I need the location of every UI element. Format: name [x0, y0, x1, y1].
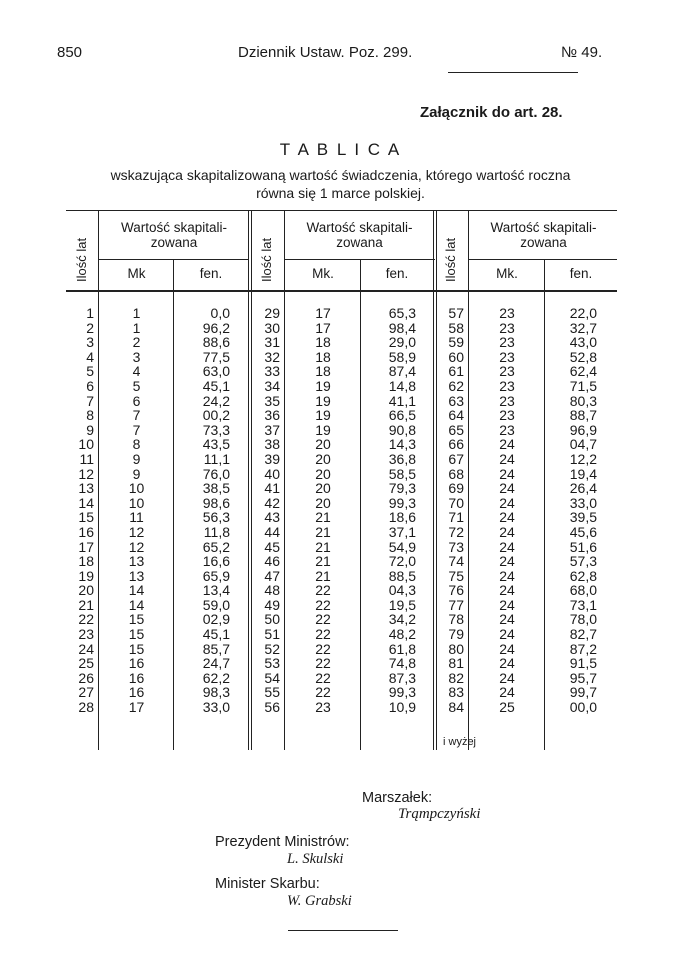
mk-cell: 20 — [315, 494, 331, 511]
mk-cell: 24 — [499, 450, 515, 467]
mk-cell: 9 — [132, 450, 141, 467]
mk-cell: 24 — [499, 480, 515, 497]
year-cell: 66 — [448, 436, 464, 453]
year-cell: 44 — [264, 523, 280, 540]
fen-cell: 10,9 — [388, 699, 416, 716]
year-cell: 22 — [78, 611, 94, 628]
mk-cell: 24 — [499, 640, 515, 657]
year-cell: 43 — [264, 509, 280, 526]
fen-cell: 79,3 — [388, 480, 416, 497]
year-cell: 83 — [448, 684, 464, 701]
year-cell: 38 — [264, 436, 280, 453]
fen-cell: 04,3 — [388, 582, 416, 599]
mk-cell: 24 — [499, 494, 515, 511]
year-cell: 60 — [448, 348, 464, 365]
year-cell: 81 — [448, 655, 464, 672]
fen-cell: 96,2 — [202, 319, 230, 336]
table-header-rule — [66, 290, 617, 292]
table-top-rule — [66, 210, 617, 211]
mk-cell: 18 — [315, 363, 331, 380]
fen-cell: 43,0 — [569, 334, 597, 351]
mk-cell: 21 — [315, 509, 331, 526]
year-cell: 9 — [86, 421, 94, 438]
year-cell: 13 — [78, 480, 94, 497]
fen-column — [361, 306, 416, 715]
mk-cell: 23 — [499, 363, 515, 380]
year-cell: 3 — [86, 334, 94, 351]
year-cell: 7 — [86, 392, 94, 409]
mk-cell: 22 — [315, 669, 331, 686]
marshal-title: Marszałek: — [362, 790, 433, 806]
fen-cell: 77,5 — [202, 348, 230, 365]
year-cell: 57 — [448, 305, 464, 321]
fen-cell: 29,0 — [388, 334, 416, 351]
years-header: Ilość lat — [74, 237, 89, 282]
year-cell: 64 — [448, 407, 464, 424]
year-cell: 1 — [86, 305, 94, 321]
year-cell: 78 — [448, 611, 464, 628]
mk-cell: 10 — [128, 494, 145, 511]
mk-cell: 23 — [315, 699, 331, 716]
mk-cell: 13 — [128, 553, 145, 570]
mk-cell: 2 — [132, 334, 141, 351]
year-cell: 2 — [86, 319, 94, 336]
closing-rule — [288, 930, 398, 931]
year-cell: 53 — [264, 655, 280, 672]
fen-cell: 39,5 — [569, 509, 597, 526]
fen-cell: 87,2 — [569, 640, 597, 657]
mk-cell: 19 — [315, 407, 331, 424]
fen-cell: 63,0 — [202, 363, 230, 380]
mk-cell: 24 — [499, 611, 515, 628]
mk-cell: 24 — [499, 596, 515, 613]
year-cell: 65 — [448, 421, 464, 438]
year-cell: 42 — [264, 494, 280, 511]
fen-cell: 00,0 — [569, 699, 597, 716]
fen-cell: 14,3 — [388, 436, 416, 453]
value-header: Wartość skapitali- zowana — [306, 220, 413, 250]
year-cell: 70 — [448, 494, 464, 511]
mk-cell: 24 — [499, 655, 515, 672]
mk-cell: 24 — [499, 509, 515, 526]
fen-cell: 36,8 — [388, 450, 416, 467]
mk-cell: 3 — [132, 348, 141, 365]
year-cell: 39 — [264, 450, 280, 467]
years-header: Ilość lat — [259, 237, 274, 282]
page-number: 850 — [57, 44, 83, 61]
treasury-signature: W. Grabski — [287, 893, 352, 909]
fen-column — [174, 306, 230, 715]
year-cell: 32 — [264, 348, 280, 365]
fen-cell: 13,4 — [202, 582, 230, 599]
fen-cell: 19,4 — [569, 465, 597, 482]
mk-cell: 15 — [128, 626, 145, 643]
fen-cell: 57,3 — [569, 553, 597, 570]
years-header: Ilość lat — [443, 237, 458, 282]
mk-cell: 21 — [315, 538, 331, 555]
year-cell: 52 — [264, 640, 280, 657]
fen-cell: 26,4 — [569, 480, 597, 497]
fen-header: fen. — [199, 266, 223, 281]
value-header: Wartość skapitali- zowana — [490, 220, 597, 250]
mk-cell: 22 — [315, 582, 331, 599]
mk-cell: 24 — [499, 567, 515, 584]
mk-cell: 16 — [128, 669, 145, 686]
year-cell: 30 — [264, 319, 280, 336]
fen-cell: 34,2 — [388, 611, 416, 628]
year-cell: 26 — [78, 669, 94, 686]
fen-cell: 38,5 — [202, 480, 230, 497]
year-cell: 48 — [264, 582, 280, 599]
year-cell: 19 — [78, 567, 94, 584]
mk-cell: 19 — [315, 377, 331, 394]
table-title: T A B L I C A — [279, 140, 402, 159]
mk-cell: 22 — [315, 626, 331, 643]
mk-cell: 22 — [315, 640, 331, 657]
fen-header: fen. — [385, 266, 409, 281]
fen-cell: 88,5 — [388, 567, 416, 584]
value-header: Wartość skapitali- zowana — [120, 220, 228, 250]
years-column — [66, 306, 94, 715]
year-cell: 16 — [78, 523, 94, 540]
fen-cell: 24,7 — [202, 655, 230, 672]
mk-cell: 25 — [499, 699, 515, 716]
fen-cell: 68,0 — [569, 582, 597, 599]
fen-cell: 58,9 — [388, 348, 416, 365]
fen-cell: 98,3 — [202, 684, 230, 701]
year-cell: 82 — [448, 669, 464, 686]
year-cell: 17 — [78, 538, 94, 555]
year-cell: 23 — [78, 626, 94, 643]
fen-cell: 82,7 — [569, 626, 597, 643]
year-cell: 84 — [448, 699, 464, 716]
mk-cell: 18 — [315, 334, 331, 351]
fen-cell: 62,2 — [202, 669, 230, 686]
year-cell: 20 — [78, 582, 94, 599]
fen-cell: 99,7 — [569, 684, 597, 701]
mk-cell: 14 — [128, 596, 145, 613]
fen-cell: 62,8 — [569, 567, 597, 584]
mk-cell: 20 — [315, 436, 331, 453]
mk-cell: 19 — [315, 392, 331, 409]
mk-cell: 24 — [499, 436, 515, 453]
year-cell: 28 — [78, 699, 94, 716]
year-cell: 33 — [264, 363, 280, 380]
year-cell: 24 — [78, 640, 94, 657]
mk-cell: 22 — [315, 655, 331, 672]
mk-cell: 24 — [499, 669, 515, 686]
mk-cell: 23 — [499, 334, 515, 351]
fen-cell: 52,8 — [569, 348, 597, 365]
subtitle-line-1: wskazująca skapitalizowaną wartość świadczenia, którego wartość roczna — [110, 167, 571, 183]
fen-cell: 58,5 — [388, 465, 416, 482]
year-cell: 14 — [78, 494, 94, 511]
mk-cell: 12 — [128, 538, 145, 555]
mk-cell: 23 — [499, 407, 515, 424]
mk-cell: 21 — [315, 523, 331, 540]
mk-cell: 22 — [315, 611, 331, 628]
fen-cell: 24,2 — [202, 392, 230, 409]
fen-cell: 78,0 — [569, 611, 597, 628]
footnote: i wyżej — [443, 736, 477, 748]
fen-cell: 48,2 — [388, 626, 416, 643]
mk-cell: 24 — [499, 465, 515, 482]
fen-cell: 14,8 — [388, 377, 416, 394]
mk-cell: 23 — [499, 319, 515, 336]
year-cell: 6 — [86, 377, 94, 394]
fen-cell: 37,1 — [388, 523, 416, 540]
mk-cell: 23 — [499, 305, 515, 321]
mk-cell: 8 — [132, 436, 141, 453]
mk-cell: 24 — [499, 523, 515, 540]
year-cell: 51 — [264, 626, 280, 643]
fen-cell: 98,4 — [388, 319, 416, 336]
pm-signature: L. Skulski — [287, 851, 344, 867]
fen-cell: 96,9 — [569, 421, 597, 438]
fen-cell: 33,0 — [202, 699, 230, 716]
year-cell: 80 — [448, 640, 464, 657]
year-cell: 67 — [448, 450, 464, 467]
mk-cell: 11 — [129, 509, 144, 526]
journal-title: Dziennik Ustaw. Poz. 299. — [238, 44, 413, 61]
mk-cell: 21 — [315, 567, 331, 584]
fen-cell: 72,0 — [388, 553, 416, 570]
fen-cell: 12,2 — [569, 450, 597, 467]
mk-cell: 19 — [315, 421, 331, 438]
year-cell: 25 — [78, 655, 94, 672]
fen-cell: 62,4 — [569, 363, 597, 380]
fen-cell: 11,8 — [203, 523, 230, 540]
year-cell: 55 — [264, 684, 280, 701]
mk-cell: 12 — [128, 523, 145, 540]
mk-cell: 4 — [132, 363, 141, 380]
annex-label: Załącznik do art. 28. — [420, 104, 563, 121]
year-cell: 73 — [448, 538, 464, 555]
fen-cell: 33,0 — [569, 494, 597, 511]
year-cell: 31 — [264, 334, 280, 351]
year-cell: 62 — [448, 377, 464, 394]
fen-cell: 73,3 — [202, 421, 230, 438]
fen-cell: 99,3 — [388, 684, 416, 701]
mk-cell: 18 — [315, 348, 331, 365]
fen-cell: 45,1 — [202, 626, 230, 643]
mk-column — [100, 306, 173, 715]
year-cell: 54 — [264, 669, 280, 686]
mk-cell: 17 — [315, 305, 331, 321]
mk-cell: 24 — [499, 538, 515, 555]
mk-cell: 23 — [499, 392, 515, 409]
mk-cell: 24 — [499, 582, 515, 599]
fen-cell: 66,5 — [388, 407, 416, 424]
year-cell: 29 — [264, 305, 280, 321]
year-cell: 59 — [448, 334, 464, 351]
mk-cell: 7 — [132, 407, 141, 424]
mk-cell: 7 — [132, 421, 141, 438]
mk-cell: 24 — [499, 553, 515, 570]
year-cell: 61 — [448, 363, 464, 380]
fen-cell: 04,7 — [569, 436, 597, 453]
year-cell: 5 — [86, 363, 94, 380]
year-cell: 8 — [86, 407, 94, 424]
fen-cell: 32,7 — [569, 319, 597, 336]
year-cell: 4 — [86, 348, 94, 365]
fen-cell: 95,7 — [569, 669, 597, 686]
fen-cell: 51,6 — [569, 538, 597, 555]
mk-header: Mk. — [496, 266, 518, 281]
year-cell: 11 — [79, 450, 94, 467]
mk-cell: 17 — [128, 699, 145, 716]
fen-cell: 88,6 — [202, 334, 230, 351]
year-cell: 49 — [264, 596, 280, 613]
fen-cell: 56,3 — [202, 509, 230, 526]
subtitle-line-2: równa się 1 marce polskiej. — [256, 185, 425, 201]
mk-cell: 22 — [315, 596, 331, 613]
fen-cell: 43,5 — [202, 436, 230, 453]
fen-cell: 80,3 — [569, 392, 597, 409]
marshal-signature: Trąmpczyński — [398, 806, 481, 822]
mk-cell: 22 — [315, 684, 331, 701]
mk-cell: 15 — [128, 611, 145, 628]
mk-cell: 1 — [132, 305, 141, 321]
fen-cell: 71,5 — [569, 377, 597, 394]
fen-cell: 76,0 — [202, 465, 230, 482]
fen-cell: 65,3 — [388, 305, 416, 321]
year-cell: 76 — [448, 582, 464, 599]
fen-cell: 87,3 — [388, 669, 416, 686]
year-cell: 69 — [448, 480, 464, 497]
year-cell: 12 — [78, 465, 94, 482]
year-cell: 75 — [448, 567, 464, 584]
mk-cell: 14 — [128, 582, 145, 599]
fen-header: fen. — [569, 266, 593, 281]
mk-cell: 23 — [499, 421, 515, 438]
fen-cell: 0,0 — [210, 305, 230, 321]
fen-cell: 85,7 — [202, 640, 230, 657]
header-rule — [448, 72, 578, 73]
fen-cell: 02,9 — [202, 611, 230, 628]
fen-cell: 45,6 — [569, 523, 597, 540]
year-cell: 21 — [78, 596, 94, 613]
year-cell: 35 — [264, 392, 280, 409]
mk-cell: 5 — [132, 377, 141, 394]
mk-cell: 24 — [499, 684, 515, 701]
mk-cell: 10 — [128, 480, 145, 497]
year-cell: 63 — [448, 392, 464, 409]
year-cell: 68 — [448, 465, 464, 482]
mk-header: Mk — [127, 266, 146, 281]
fen-column — [545, 306, 597, 715]
fen-cell: 54,9 — [388, 538, 416, 555]
fen-cell: 16,6 — [202, 553, 230, 570]
year-cell: 58 — [448, 319, 464, 336]
year-cell: 40 — [264, 465, 280, 482]
mk-cell: 23 — [499, 348, 515, 365]
fen-cell: 87,4 — [388, 363, 416, 380]
fen-cell: 41,1 — [388, 392, 416, 409]
fen-cell: 73,1 — [569, 596, 597, 613]
fen-cell: 88,7 — [569, 407, 597, 424]
issue-number: № 49. — [561, 44, 603, 61]
mk-cell: 17 — [315, 319, 331, 336]
mk-cell: 23 — [499, 377, 515, 394]
fen-cell: 19,5 — [388, 596, 416, 613]
mk-header: Mk. — [312, 266, 334, 281]
year-cell: 56 — [264, 699, 280, 716]
year-cell: 15 — [78, 509, 94, 526]
treasury-title: Minister Skarbu: — [215, 876, 320, 892]
mk-cell: 24 — [499, 626, 515, 643]
mk-cell: 15 — [128, 640, 145, 657]
mk-cell: 20 — [315, 450, 331, 467]
mk-cell: 9 — [132, 465, 141, 482]
mk-column — [470, 306, 544, 715]
mk-cell: 16 — [128, 655, 145, 672]
fen-cell: 99,3 — [388, 494, 416, 511]
year-cell: 34 — [264, 377, 280, 394]
year-cell: 77 — [448, 596, 464, 613]
mk-cell: 16 — [128, 684, 145, 701]
mk-cell: 20 — [315, 465, 331, 482]
mk-cell: 13 — [128, 567, 145, 584]
year-cell: 74 — [448, 553, 464, 570]
year-cell: 79 — [448, 626, 464, 643]
mk-cell: 6 — [132, 392, 141, 409]
year-cell: 45 — [264, 538, 280, 555]
fen-cell: 18,6 — [388, 509, 416, 526]
fen-cell: 00,2 — [202, 407, 230, 424]
fen-cell: 59,0 — [202, 596, 230, 613]
year-cell: 10 — [78, 436, 94, 453]
year-cell: 47 — [264, 567, 280, 584]
fen-cell: 11,1 — [203, 450, 230, 467]
year-cell: 41 — [264, 480, 280, 497]
fen-cell: 74,8 — [388, 655, 416, 672]
year-cell: 50 — [264, 611, 280, 628]
years-column — [437, 306, 464, 715]
fen-cell: 91,5 — [569, 655, 597, 672]
mk-cell: 20 — [315, 480, 331, 497]
years-column — [252, 306, 280, 715]
mk-cell: 1 — [132, 319, 141, 336]
pm-title: Prezydent Ministrów: — [215, 834, 350, 850]
fen-cell: 61,8 — [388, 640, 416, 657]
year-cell: 46 — [264, 553, 280, 570]
fen-cell: 45,1 — [202, 377, 230, 394]
year-cell: 18 — [78, 553, 94, 570]
fen-cell: 65,2 — [202, 538, 230, 555]
year-cell: 71 — [448, 509, 464, 526]
mk-cell: 21 — [315, 553, 331, 570]
fen-cell: 22,0 — [569, 305, 597, 321]
mk-column — [286, 306, 360, 715]
fen-cell: 98,6 — [202, 494, 230, 511]
year-cell: 36 — [264, 407, 280, 424]
fen-cell: 90,8 — [388, 421, 416, 438]
year-cell: 72 — [448, 523, 464, 540]
year-cell: 37 — [264, 421, 280, 438]
fen-cell: 65,9 — [202, 567, 230, 584]
year-cell: 27 — [78, 684, 94, 701]
